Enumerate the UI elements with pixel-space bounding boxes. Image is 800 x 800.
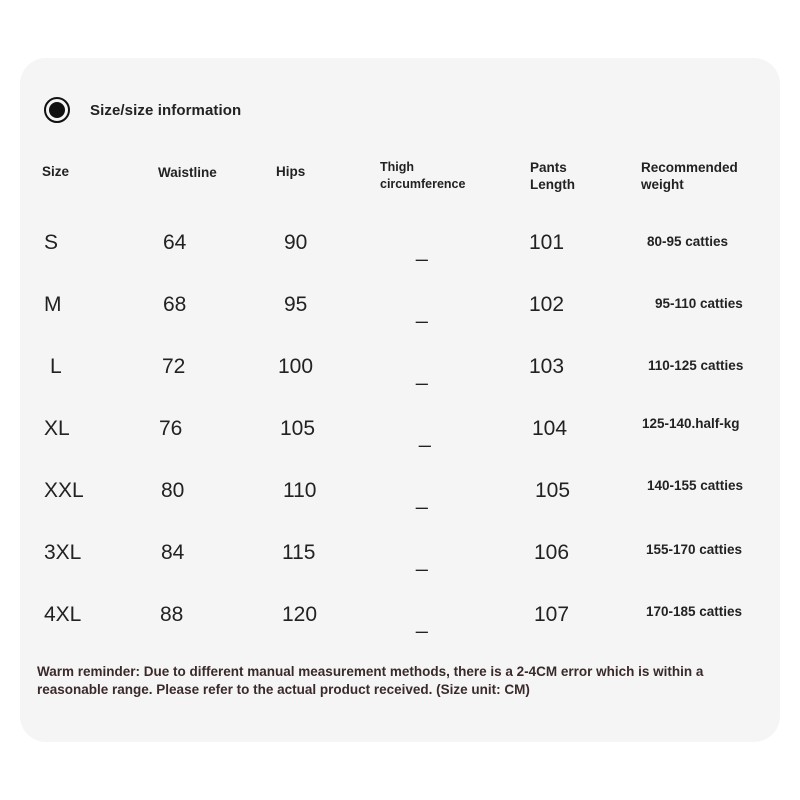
thigh-cell: _ — [416, 549, 428, 572]
column-header-hips: Hips — [276, 164, 306, 179]
pants-length-cell: 105 — [535, 479, 571, 502]
hips-cell: 90 — [284, 231, 308, 254]
section-title: Size/size information — [90, 101, 242, 119]
column-header-waistline: Waistline — [158, 165, 217, 180]
size-cell: S — [44, 231, 59, 254]
column-header-thigh: Thigh circumference — [380, 160, 466, 191]
recommended-weight-cell: 80-95 catties — [647, 234, 729, 249]
hips-cell: 95 — [284, 293, 308, 316]
waistline-cell: 88 — [160, 603, 184, 626]
waistline-cell: 84 — [161, 541, 185, 564]
recommended-weight-cell: 140-155 catties — [647, 478, 744, 493]
warm-reminder-note: Warm reminder: Due to different manual measurement methods, there is a 2-4CM error which is within a reasonable range. Please refer to the actual product received. (Size unit: CM) — [37, 664, 704, 697]
bullet-circle-icon — [44, 97, 70, 123]
size-cell: M — [44, 293, 62, 316]
hips-cell: 120 — [282, 603, 318, 626]
hips-cell: 105 — [280, 417, 316, 440]
size-cell: XL — [44, 417, 70, 440]
hips-cell: 110 — [283, 479, 317, 502]
waistline-cell: 68 — [163, 293, 187, 316]
hips-cell: 100 — [278, 355, 314, 378]
pants-length-cell: 104 — [532, 417, 568, 440]
thigh-cell: _ — [416, 487, 428, 510]
recommended-weight-cell: 155-170 catties — [646, 542, 743, 557]
recommended-weight-cell: 110-125 catties — [648, 358, 744, 373]
thigh-cell: _ — [419, 425, 431, 448]
recommended-weight-cell: 170-185 catties — [646, 604, 743, 619]
size-cell: 3XL — [44, 541, 82, 564]
waistline-cell: 72 — [162, 355, 186, 378]
thigh-cell: _ — [416, 611, 428, 634]
pants-length-cell: 101 — [529, 231, 565, 254]
recommended-weight-cell: 125-140.half-kg — [642, 416, 740, 431]
thigh-cell: _ — [416, 301, 428, 324]
thigh-cell: _ — [416, 239, 428, 262]
thigh-cell: _ — [416, 363, 428, 386]
section-header — [44, 95, 241, 125]
column-header-pants-length: Pants Length — [530, 160, 575, 192]
pants-length-cell: 102 — [529, 293, 565, 316]
waistline-cell: 80 — [161, 479, 185, 502]
column-header-recommended-weight: Recommended weight — [641, 160, 738, 192]
size-cell: L — [50, 355, 62, 378]
pants-length-cell: 106 — [534, 541, 570, 564]
waistline-cell: 64 — [163, 231, 187, 254]
column-header-size: Size — [42, 164, 70, 179]
recommended-weight-cell: 95-110 catties — [655, 296, 743, 311]
size-cell: XXL — [44, 479, 84, 502]
size-cell: 4XL — [44, 603, 82, 626]
waistline-cell: 76 — [159, 417, 183, 440]
pants-length-cell: 107 — [534, 603, 570, 626]
pants-length-cell: 103 — [529, 355, 565, 378]
hips-cell: 115 — [282, 541, 316, 564]
